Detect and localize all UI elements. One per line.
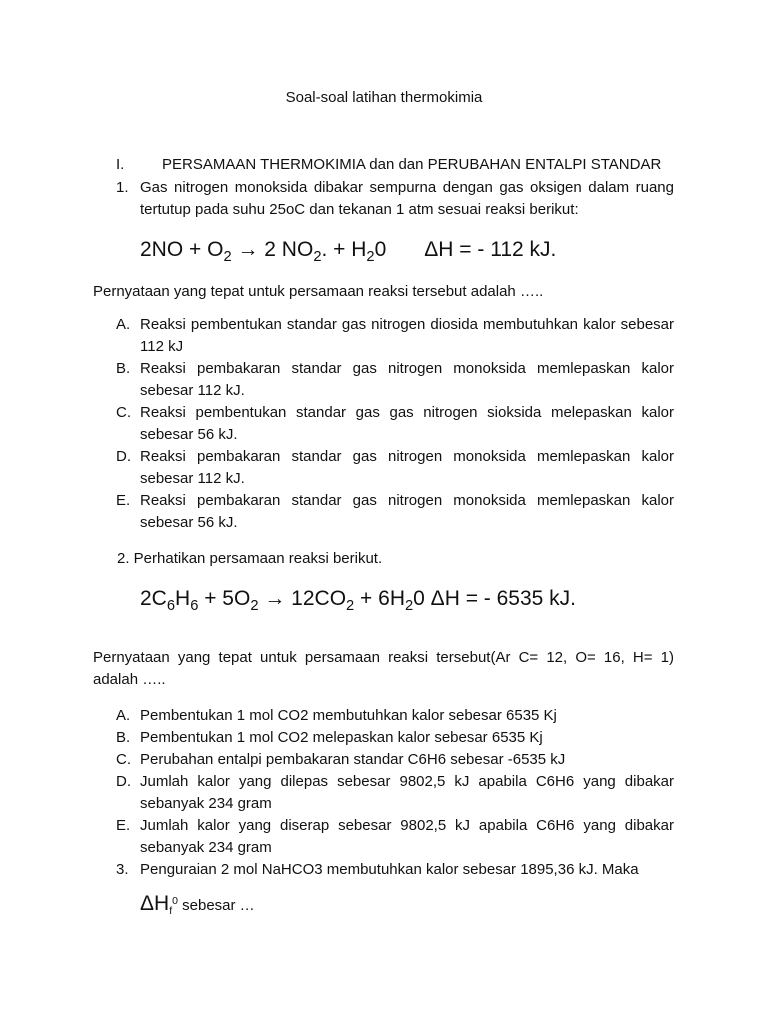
page-title: Soal-soal latihan thermokimia — [285, 89, 483, 106]
section-numeral: I. — [116, 156, 125, 173]
option-text: Pembentukan 1 mol CO2 membutuhkan kalor sebesar 6535 Kj — [140, 707, 557, 724]
option-1e — [116, 490, 674, 534]
equation-2 — [140, 586, 576, 619]
option-2e — [116, 815, 674, 859]
equation-2-part: + 5O — [198, 587, 251, 610]
question-3-tail: sebesar … — [177, 897, 255, 914]
option-letter: D. — [116, 773, 131, 790]
option-letter: A. — [116, 316, 131, 333]
equation-1-subscript: 2 — [366, 249, 375, 266]
section-title: PERSAMAAN THERMOKIMIA dan dan PERUBAHAN ENTALPI STANDAR — [162, 156, 662, 173]
question-1-options — [116, 314, 674, 534]
option-letter: C. — [116, 751, 131, 768]
question-2-heading: 2. Perhatikan persamaan reaksi berikut. — [117, 550, 383, 567]
equation-2-subscript: 6 — [190, 598, 199, 615]
equation-2-part: + 6H — [354, 587, 405, 610]
option-text: Reaksi pembakaran standar gas nitrogen monoksida memlepaskan kalor sebesar 56 kJ. — [140, 492, 674, 531]
option-text: Reaksi pembentukan standar gas nitrogen diosida membutuhkan kalor sebesar 112 kJ — [140, 316, 674, 355]
equation-1-part: 0 — [374, 238, 387, 261]
question-3-enthalpy-line — [140, 888, 255, 924]
option-1c — [116, 402, 674, 446]
equation-1-part: 2NO + O — [140, 238, 224, 261]
equation-2-subscript: 2 — [404, 598, 414, 615]
option-letter: A. — [116, 707, 131, 724]
question-1-text: Gas nitrogen monoksida dibakar sempurna dengan gas oksigen dalam ruang tertutup pada suhu 25oC dan tekanan 1 atm sesuai reaksi berikut: — [140, 179, 674, 218]
option-letter: E. — [116, 492, 131, 509]
option-2d — [116, 771, 674, 815]
equation-2-subscript: 2 — [250, 598, 259, 615]
equation-1-part: → 2 NO — [231, 238, 314, 261]
equation-2-subscript: 2 — [346, 598, 355, 615]
option-1b — [116, 358, 674, 402]
option-text: Pembentukan 1 mol CO2 melepaskan kalor sebesar 6535 Kj — [140, 729, 543, 746]
option-text: Jumlah kalor yang diserap sebesar 9802,5 kJ apabila C6H6 yang dibakar sebanyak 234 gram — [140, 817, 674, 856]
equation-2-part: → 12CO — [258, 587, 347, 610]
equation-1 — [140, 237, 556, 270]
option-text: Reaksi pembakaran standar gas nitrogen monoksida memlepaskan kalor sebesar 112 kJ. — [140, 360, 674, 399]
delta-h-symbol: ΔH — [140, 892, 170, 915]
equation-1-enthalpy: ΔH = - 112 kJ. — [424, 238, 557, 261]
option-2c — [116, 749, 674, 771]
equation-2-part: 0 ΔH = - 6535 kJ. — [413, 587, 577, 610]
option-letter: B. — [116, 360, 131, 377]
question-3 — [116, 859, 674, 881]
equation-1-part: . + H — [321, 238, 367, 261]
option-2a — [116, 705, 674, 727]
delta-h-subscript: f — [169, 905, 173, 917]
equation-2-subscript: 6 — [166, 598, 176, 615]
option-text: Perubahan entalpi pembakaran standar C6H6 sebesar -6535 kJ — [140, 751, 566, 768]
option-letter: E. — [116, 817, 131, 834]
equation-2-part: H — [175, 587, 191, 610]
question-1 — [116, 177, 674, 221]
equation-2-part: 2C — [140, 587, 167, 610]
option-2b — [116, 727, 674, 749]
delta-h-superscript: 0 — [172, 895, 178, 907]
question-1-number: 1. — [116, 179, 129, 196]
question-2-prompt: Pernyataan yang tepat untuk persamaan reaksi tersebut(Ar C= 12, O= 16, H= 1) adalah ….. — [93, 649, 674, 688]
option-1d — [116, 446, 674, 490]
option-text: Reaksi pembakaran standar gas nitrogen monoksida memlepaskan kalor sebesar 112 kJ. — [140, 448, 674, 487]
equation-1-subscript: 2 — [313, 249, 322, 266]
option-1a — [116, 314, 674, 358]
option-letter: C. — [116, 404, 131, 421]
equation-1-subscript: 2 — [223, 249, 232, 266]
option-text: Reaksi pembentukan standar gas gas nitrogen sioksida melepaskan kalor sebesar 56 kJ. — [140, 404, 674, 443]
option-letter: D. — [116, 448, 131, 465]
question-3-number: 3. — [116, 861, 129, 878]
option-letter: B. — [116, 729, 131, 746]
question-3-text: Penguraian 2 mol NaHCO3 membutuhkan kalor sebesar 1895,36 kJ. Maka — [140, 861, 639, 878]
question-1-prompt: Pernyataan yang tepat untuk persamaan reaksi tersebut adalah ….. — [93, 283, 544, 300]
question-2-options — [116, 705, 674, 859]
option-text: Jumlah kalor yang dilepas sebesar 9802,5 kJ apabila C6H6 yang dibakar sebanyak 234 gram — [140, 773, 674, 812]
